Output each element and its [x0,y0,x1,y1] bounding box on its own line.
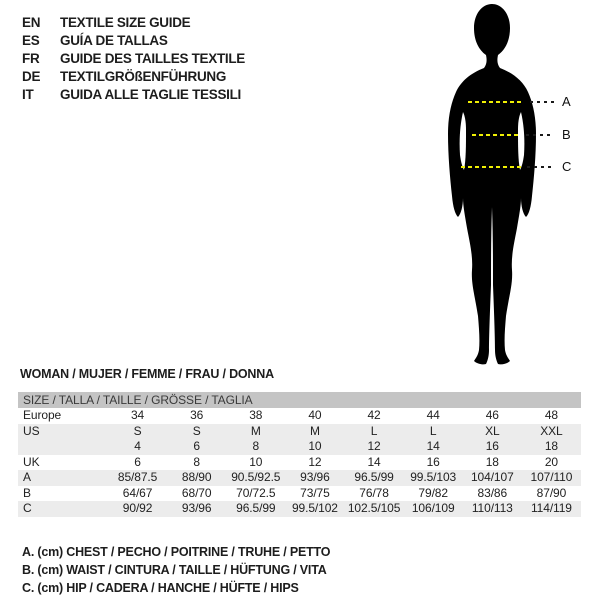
hip-measure-line [461,166,521,168]
table-cell: 114/119 [530,501,572,515]
hip-pointer-line [527,166,552,168]
table-row [18,486,581,502]
table-cell: 44 [426,408,440,422]
waist-measure-line [472,134,520,136]
language-label: GUÍA DE TALLAS [60,33,168,48]
table-row-label: UK [23,454,40,469]
table-cell: 14 [426,439,440,453]
table-cell: 38 [249,408,263,422]
table-cell: 12 [308,454,322,469]
table-cell: 48 [544,408,559,422]
table-cell: 6 [134,454,141,469]
table-cell: 20 [544,454,559,469]
table-row-label: Europe [23,408,62,422]
table-cell: M [309,423,320,438]
table-cell: 83/86 [477,485,508,500]
table-cell: 10 [249,454,263,469]
language-label: GUIDE DES TAILLES TEXTILE [60,51,246,66]
table-cell: 8 [193,454,200,469]
waist-pointer-line [526,134,553,136]
table-cell: 90/92 [122,501,153,515]
table-cell: 102.5/105 [347,501,401,515]
chest-measure-line [468,101,523,103]
table-cell: 36 [190,408,204,422]
table-row [18,408,581,424]
language-label: GUIDA ALLE TAGLIE TESSILI [60,87,241,102]
measure-label-c: C [562,159,572,174]
table-row [18,439,581,455]
measure-label-b: B [562,127,571,142]
table-cell: 106/109 [411,501,455,515]
table-cell: 73/75 [300,485,330,500]
table-row-label: C [23,501,32,515]
table-row [18,470,581,486]
table-cell: 42 [367,408,381,422]
table-row [18,455,581,471]
table-cell: 70/72.5 [236,485,276,500]
table-row-label: US [23,423,40,438]
language-code: EN [22,15,41,30]
table-row [18,501,581,517]
table-cell: 79/82 [418,485,448,500]
table-cell: 8 [252,439,260,453]
table-cell: 96.5/99 [236,501,276,515]
table-cell: 85/87.5 [117,470,158,484]
table-row-label: A [23,470,31,484]
table-row-label: B [23,485,31,500]
table-cell: 96.5/99 [354,470,394,484]
language-code: IT [22,87,34,102]
legend-line-b: B. (cm) WAIST / CINTURA / TAILLE / HÜFTUNG / VITA [22,563,327,577]
table-cell: 34 [130,408,145,422]
table-cell: XXL [540,423,563,438]
measurement-legend [22,543,330,597]
chest-pointer-line [530,101,557,103]
language-label: TEXTILE SIZE GUIDE [60,15,191,30]
table-cell: L [429,423,437,438]
table-cell: S [133,423,142,438]
table-cell: 16 [426,454,440,469]
table-cell: 76/78 [359,485,389,500]
size-table-body [18,408,581,517]
table-cell: 64/67 [122,485,153,500]
table-cell: XL [485,423,500,438]
table-cell: 104/107 [470,470,514,484]
table-cell: 18 [485,454,499,469]
table-cell: 16 [485,439,499,453]
language-code: FR [22,51,40,66]
table-cell: 99.5/103 [410,470,457,484]
table-cell: 46 [485,408,499,422]
table-cell: 110/113 [471,501,513,515]
table-cell: 40 [308,408,322,422]
size-table-header: SIZE / TALLA / TAILLE / GRÖSSE / TAGLIA [18,392,581,408]
table-cell: S [192,423,201,438]
table-row-label [18,439,108,455]
table-cell: 4 [134,439,141,453]
table-cell: 90.5/92.5 [231,470,281,484]
table-cell: 18 [544,439,559,453]
table-cell: 93/96 [181,501,212,515]
table-cell: M [250,423,261,438]
table-cell: 87/90 [536,485,567,500]
table-cell: 107/110 [530,470,573,484]
section-title: WOMAN / MUJER / FEMME / FRAU / DONNA [20,367,274,381]
table-row [18,424,581,440]
table-cell: 14 [367,454,381,469]
language-label: TEXTILGRÖßENFÜHRUNG [60,69,227,84]
table-cell: 99.5/102 [291,501,338,515]
legend-line-c: C. (cm) HIP / CADERA / HANCHE / HÜFTE / HIPS [22,581,299,595]
table-cell: 12 [367,439,381,453]
language-code: ES [22,33,40,48]
size-table [18,392,581,517]
measure-label-a: A [562,94,571,109]
table-cell: L [370,423,378,438]
legend-line-a: A. (cm) CHEST / PECHO / POITRINE / TRUHE / PETTO [22,545,331,559]
table-cell: 10 [308,439,322,453]
table-cell: 6 [193,439,200,453]
table-cell: 88/90 [181,470,212,484]
table-cell: 93/96 [300,470,330,484]
language-code: DE [22,69,41,84]
table-cell: 68/70 [181,485,212,500]
